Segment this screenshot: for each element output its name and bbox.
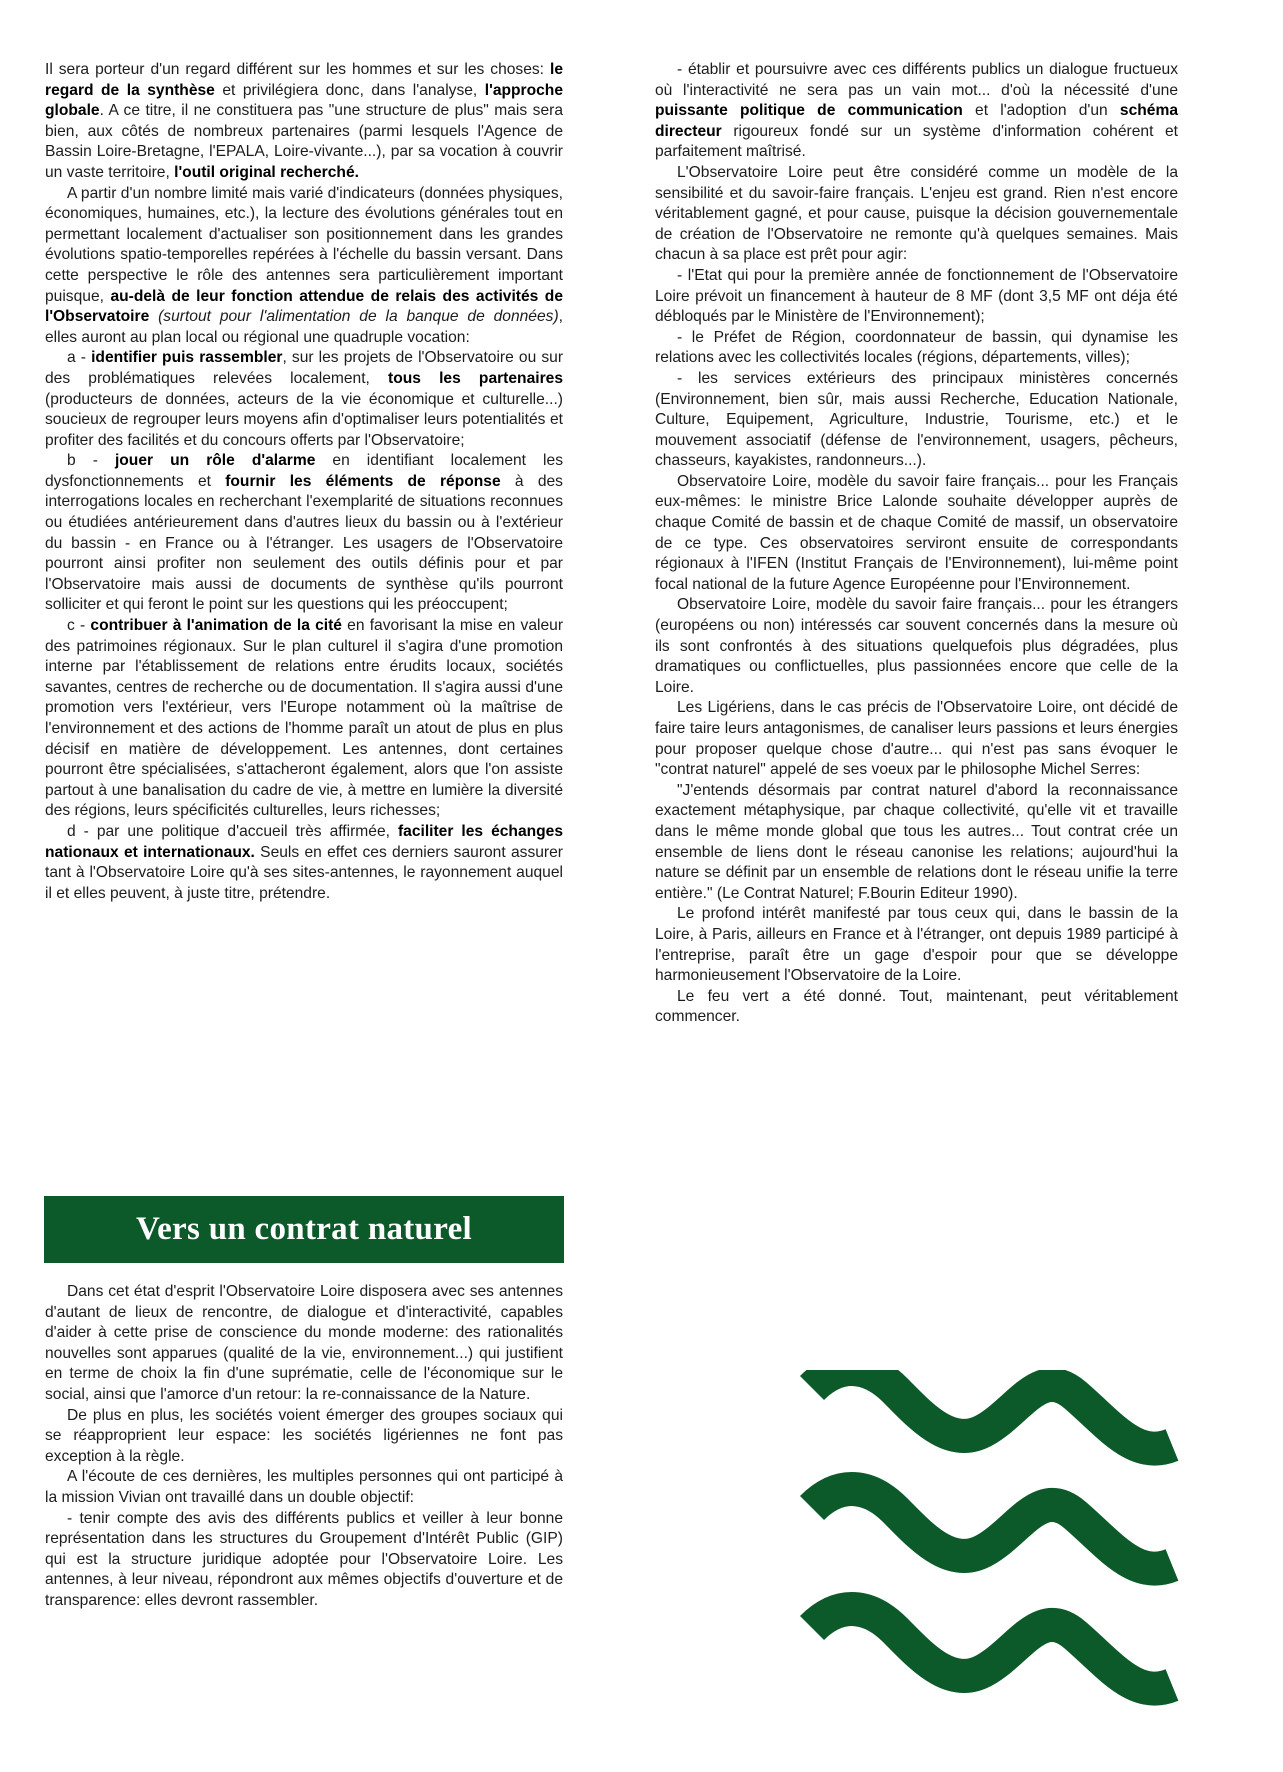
list-item: d - par une politique d'accueil très affirmée, faciliter les échanges nationaux et internationaux. Seuls en effet ces derniers sauront assurer tant à l'Observatoire Loire qu'à ses sites-antennes, le rayonnement auquel il et elles peuvent, à juste titre, prétendre.	[45, 822, 564, 902]
list-item: c - contribuer à l'animation de la cité en favorisant la mise en valeur des patrimoines régionaux. Sur le plan culturel il s'agira d'une promotion interne par l'établissement de relations entre érudits locaux, sociétés savantes, centres de recherche ou de documentation. Il s'agira aussi d'une promotion vers l'extérieur, vers l'Europe notamment où la maîtrise de l'environnement et des actions de l'homme paraît un atout de plus en plus décisif en matière de développement. Les antennes, dont certaines pourront être spécialisées, s'attacheront également, alors que l'on assiste partout à une banalisation du cadre de vie, à mettre en lumière la diversité des régions, leurs spécificités culturelles, leurs richesses;	[45, 617, 564, 820]
paragraph: Observatoire Loire, modèle du savoir faire français... pour les étrangers (européens ou non) intéressés car souvent concernés dans la mesure où ils sont confrontés à des situations quelquefois plus dégradées, plus dramatiques ou conflictuelles, plus passionnées encore que celle de la Loire.	[655, 596, 1178, 696]
paragraph: A partir d'un nombre limité mais varié d'indicateurs (données physiques, économiques, humaines, etc.), la lecture des évolutions générales tout en permettant localement d'actualiser son positionnement dans les grandes évolutions spatio-temporelles repérées à l'échelle du bassin versant. Dans cette perspective le rôle des antennes sera particulièrement important puisque, au-delà de leur fonction attendue de relais des activités de l'Observatoire (surtout pour l'alimentation de la banque de données), elles auront au plan local ou régional une quadruple vocation:	[45, 184, 563, 346]
quote: "J'entends désormais par contrat naturel d'abord la reconnaissance exactement métaphysique, par chaque collectivité, qu'elle vit et travaille dans le même monde global que tous les autres... Tout contrat crée un ensemble de liens dont le réseau canonise les relations; aujourd'hui la nature se définit par un ensemble de relations dont le réseau unifie la terre entière." (Le Contrat Naturel; F.Bourin Editeur 1990).	[655, 781, 1178, 902]
wave-line	[812, 1370, 1172, 1449]
paragraph: Observatoire Loire, modèle du savoir faire français... pour les Français eux-mêmes: le ministre Brice Lalonde souhaite développer auprès de chaque Comité de bassin et de chaque Comité de massif, un observatoire de ce type. Ces observatoires serviront ensuite de correspondants régionaux à l'IFEN (Institut Français de l'Environnement), lui-même point focal national de la future Agence Européenne pour l'Environnement.	[655, 472, 1178, 593]
paragraph: Les Ligériens, dans le cas précis de l'Observatoire Loire, ont décidé de faire taire leurs antagonismes, de canaliser leurs passions et leurs énergies pour proposer quelque chose d'autre... qui n'est pas sans évoquer le "contrat naturel" appelé de ses voeux par le philosophe Michel Serres:	[655, 699, 1178, 779]
paragraph: Dans cet état d'esprit l'Observatoire Loire disposera avec ses antennes d'autant de lieux de rencontre, de dialogue et d'interactivité, capables d'aider à cette prise de conscience du monde moderne: des rationalités nouvelles sont apparues (qualité de la vie, environnement...) qui justifient en terme de choix la fin d'une suprématie, celle de l'économique sur le social, ainsi que l'amorce d'un retour: la re-connaissance de la Nature.	[45, 1283, 563, 1403]
left-column-top	[45, 60, 563, 904]
paragraph: - les services extérieurs des principaux ministères concernés (Environnement, bien sûr, mais aussi Recherche, Education Nationale, Culture, Equipement, Agriculture, Industrie, Tourisme, etc.) et le mouvement associatif (défense de l'environnement, usagers, pêcheurs, chasseurs, kayakistes, randonneurs...).	[655, 369, 1178, 470]
section-heading: Vers un contrat naturel	[136, 1211, 472, 1247]
paragraph: L'Observatoire Loire peut être considéré comme un modèle de la sensibilité et du savoir-faire français. L'enjeu est grand. Rien n'est encore véritablement gagné, et pour cause, puisque la décision gouvernementale de création de l'Observatoire ne remonte qu'à quelques semaines. Mais chacun à sa place est prêt pour agir:	[655, 163, 1178, 264]
left-column-bottom	[45, 1282, 563, 1612]
paragraph: Le profond intérêt manifesté par tous ceux qui, dans le bassin de la Loire, à Paris, ailleurs en France et à l'étranger, ont depuis 1989 participé à l'entreprise, paraît être un gage d'espoir pour que se développe harmonieusement l'Observatoire de la Loire.	[655, 905, 1178, 985]
wave-logo-icon	[800, 1370, 1180, 1740]
paragraph: - l'Etat qui pour la première année de fonctionnement de l'Observatoire Loire prévoit un financement à hauteur de 8 MF (dont 3,5 MF ont déja été débloqués par le Ministère de l'Environnement);	[655, 266, 1178, 326]
paragraph: - établir et poursuivre avec ces différents publics un dialogue fructueux où l'interactivité ne sera pas un vain mot... d'où la nécessité d'une puissante politique de communication et l'adoption d'un schéma directeur rigoureux fondé sur un système d'information cohérent et parfaitement maîtrisé.	[655, 61, 1179, 161]
list-item: a - identifier puis rassembler, sur les projets de l'Observatoire ou sur des problématiques relevées localement, tous les partenaires (producteurs de données, acteurs de la vie économique et culturelle...) soucieux de regrouper leurs moyens afin d'optimaliser leurs potentialités et profiter des facilités et du concours offerts par l'Observatoire;	[45, 349, 564, 449]
list-item: b - jouer un rôle d'alarme en identifiant localement les dysfonctionnements et fournir les éléments de réponse à des interrogations locales en recherchant l'exemplarité de situations reconnues ou étudiées antérieurement dans d'autres lieux du bassin ou à l'extérieur du bassin - en France ou à l'étranger. Les usagers de l'Observatoire pourront ainsi profiter non seulement des outils définis pour et par l'Observatoire mais aussi de documents de synthèse qu'ils pourront solliciter et qui feront le point sur les questions qui les préoccupent;	[45, 452, 563, 614]
section-heading-bar	[44, 1196, 564, 1263]
wave-line	[812, 1609, 1172, 1689]
right-column	[655, 60, 1178, 1028]
paragraph: A l'écoute de ces dernières, les multiples personnes qui ont participé à la mission Vivian ont travaillé dans un double objectif:	[45, 1468, 563, 1506]
paragraph: Le feu vert a été donné. Tout, maintenant, peut véritablement commencer.	[655, 987, 1178, 1026]
paragraph: Il sera porteur d'un regard différent sur les hommes et sur les choses: le regard de la synthèse et privilégiera donc, dans l'analyse, l'approche globale. A ce titre, il ne constituera pas "une structure de plus" mais sera bien, aux côtés de nombreux partenaires (parmi lesquels l'Agence de Bassin Loire-Bretagne, l'EPALA, Loire-vivante...), par sa vocation à couvrir un vaste territoire, l'outil original recherché.	[45, 61, 564, 181]
paragraph: De plus en plus, les sociétés voient émerger des groupes sociaux qui se réapproprient leur espace: les sociétés ligériennes ne font pas exception à la règle.	[45, 1406, 563, 1465]
paragraph: - le Préfet de Région, coordonnateur de bassin, qui dynamise les relations avec les collectivités locales (régions, départements, villes);	[655, 328, 1178, 367]
paragraph: - tenir compte des avis des différents publics et veiller à leur bonne représentation dans les structures du Groupement d'Intérêt Public (GIP) qui est la structure juridique adoptée pour l'Observatoire Loire. Les antennes, à leur niveau, répondront aux mêmes objectifs d'ouverture et de transparence: elles devront rassembler.	[45, 1509, 563, 1609]
wave-line	[812, 1489, 1172, 1569]
